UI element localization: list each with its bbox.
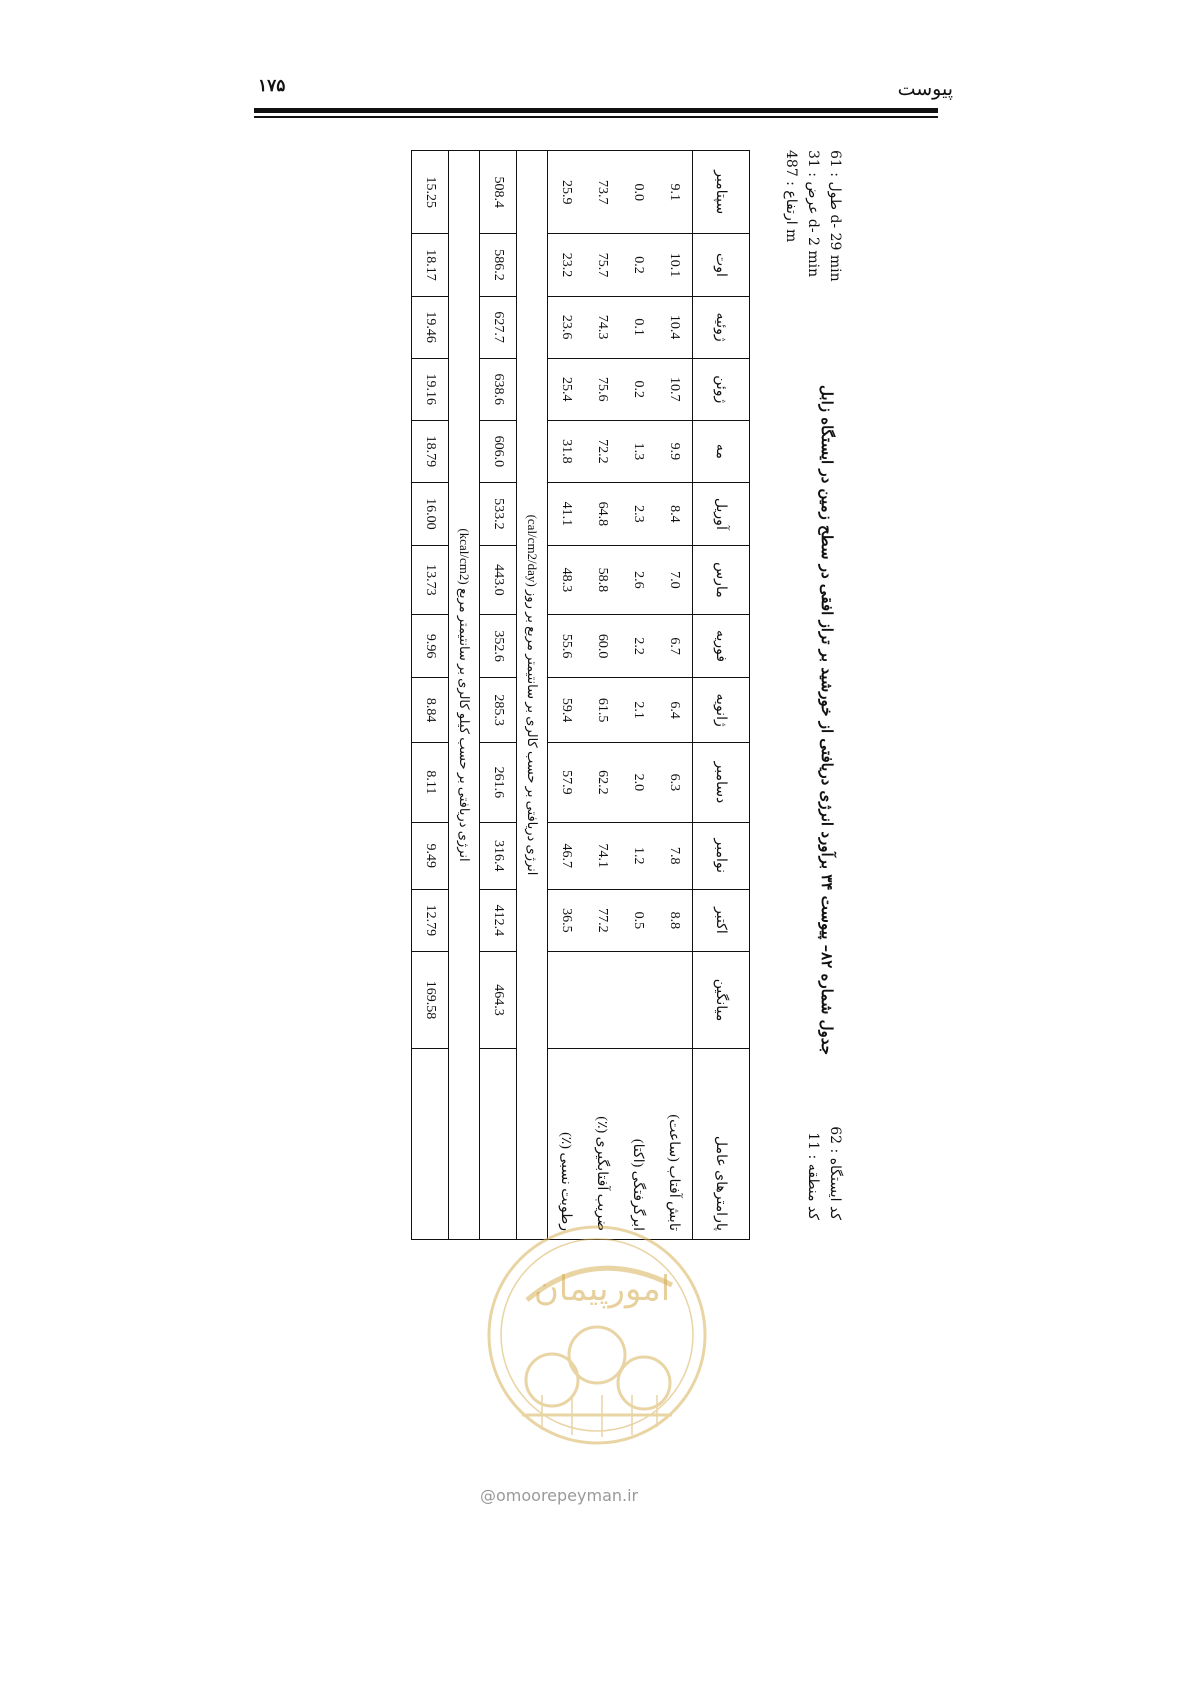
- cell: 7.0: [656, 545, 693, 614]
- header-month: نوامبر: [693, 822, 750, 889]
- longitude: طول : 61 d- 29 min: [827, 150, 843, 282]
- watermark-site: @omoorepeyman.ir: [480, 1486, 639, 1505]
- row-average: [620, 952, 656, 1049]
- cell: 19.46: [412, 296, 449, 358]
- cell: 261.6: [480, 743, 517, 823]
- cell: 316.4: [480, 822, 517, 889]
- header-month: فوریه: [693, 614, 750, 677]
- header-month: آوریل: [693, 482, 750, 545]
- cell: 2.0: [620, 743, 656, 823]
- latitude: عرض : 31 d- 2 min: [805, 150, 821, 278]
- cell: 0.1: [620, 296, 656, 358]
- cell: 8.11: [412, 743, 449, 823]
- cell: 15.25: [412, 151, 449, 234]
- row-label: ابرگرفتگی (اکتا): [620, 1049, 656, 1240]
- cell: 6.4: [656, 678, 693, 743]
- table-row: [584, 151, 620, 1240]
- header-month: ژانویه: [693, 678, 750, 743]
- header-average: میانگین: [693, 952, 750, 1049]
- energy-cal-caption: انرژی دریافتی بر حسب کالری بر سانتیمتر مربع بر روز (cal/cm2/day): [517, 151, 548, 1240]
- cell: 412.4: [480, 889, 517, 951]
- cell: 6.3: [656, 743, 693, 823]
- cell: 10.1: [656, 234, 693, 296]
- cell: 0.2: [620, 358, 656, 420]
- header-month: اکتبر: [693, 889, 750, 951]
- cell: 0.2: [620, 234, 656, 296]
- cell: 62.2: [584, 743, 620, 823]
- header-rule: [254, 108, 938, 113]
- cell: 57.9: [548, 743, 585, 823]
- row-label: [412, 1049, 449, 1240]
- cell: 55.6: [548, 614, 585, 677]
- cell: 7.8: [656, 822, 693, 889]
- cell: 41.1: [548, 482, 585, 545]
- cell: 13.73: [412, 545, 449, 614]
- cell: 16.00: [412, 482, 449, 545]
- cell: 2.3: [620, 482, 656, 545]
- station-code: کد ایستگاه : 62: [827, 1126, 843, 1220]
- cell: 64.8: [584, 482, 620, 545]
- cell: 443.0: [480, 545, 517, 614]
- energy-cal-average: 464.3: [480, 952, 517, 1049]
- cell: 352.6: [480, 614, 517, 677]
- row-label: تابش آفتاب (ساعت): [656, 1049, 693, 1240]
- table-header-row: [693, 151, 750, 1240]
- cell: 48.3: [548, 545, 585, 614]
- cell: 8.4: [656, 482, 693, 545]
- cell: 508.4: [480, 151, 517, 234]
- cell: 9.1: [656, 151, 693, 234]
- cell: 606.0: [480, 420, 517, 482]
- header-month: مارس: [693, 545, 750, 614]
- header-month: مه: [693, 420, 750, 482]
- cell: 75.7: [584, 234, 620, 296]
- table-row: [548, 151, 585, 1240]
- cell: 2.1: [620, 678, 656, 743]
- cell: 73.7: [584, 151, 620, 234]
- row-average: [584, 952, 620, 1049]
- cell: 77.2: [584, 889, 620, 951]
- cell: 627.7: [480, 296, 517, 358]
- cell: 23.6: [548, 296, 585, 358]
- row-label: رطوبت نسبی (٪): [548, 1049, 585, 1240]
- cell: 18.79: [412, 420, 449, 482]
- station-codes: [802, 1126, 846, 1220]
- cell: 10.7: [656, 358, 693, 420]
- header-rule-thin: [254, 116, 938, 118]
- table-title: جدول شماره ۸۲– پیوست ۳۴ برآورد انرژی دریافتی از خورشید بر تراز افقی در سطح زمین در ایستگاه زابل: [818, 385, 836, 1055]
- energy-kcal-caption: انرژی دریافتی بر حسب کیلو کالری بر سانتیمتر مربع (kcal/cm2): [449, 151, 480, 1240]
- header-month: دسامبر: [693, 743, 750, 823]
- cell: 0.0: [620, 151, 656, 234]
- region-code: کد منطقه : 11: [805, 1132, 821, 1220]
- cell: 19.16: [412, 358, 449, 420]
- header-param: پارامترهای عامل: [693, 1049, 750, 1240]
- row-average: [548, 952, 585, 1049]
- cell: 0.5: [620, 889, 656, 951]
- cell: 8.8: [656, 889, 693, 951]
- energy-kcal-average: 169.58: [412, 952, 449, 1049]
- cell: 1.3: [620, 420, 656, 482]
- cell: 638.6: [480, 358, 517, 420]
- cell: 10.4: [656, 296, 693, 358]
- rotated-table-block: [330, 150, 850, 1260]
- cell: 60.0: [584, 614, 620, 677]
- watermark-logo-icon: [482, 1205, 712, 1465]
- cell: 72.2: [584, 420, 620, 482]
- cell: 25.4: [548, 358, 585, 420]
- table-row: [656, 151, 693, 1240]
- cell: 31.8: [548, 420, 585, 482]
- energy-cal-caption-row: [517, 151, 548, 1240]
- cell: 36.5: [548, 889, 585, 951]
- row-label: ضریب آفتابگیری (٪): [584, 1049, 620, 1240]
- station-coordinates: [780, 150, 846, 282]
- cell: 75.6: [584, 358, 620, 420]
- cell: 25.9: [548, 151, 585, 234]
- cell: 18.17: [412, 234, 449, 296]
- cell: 2.2: [620, 614, 656, 677]
- cell: 74.3: [584, 296, 620, 358]
- header-month: اوت: [693, 234, 750, 296]
- cell: 285.3: [480, 678, 517, 743]
- cell: 23.2: [548, 234, 585, 296]
- altitude: ارتفاع : 487 m: [783, 150, 799, 243]
- cell: 59.4: [548, 678, 585, 743]
- energy-kcal-row: [412, 151, 449, 1240]
- energy-kcal-caption-row: [449, 151, 480, 1240]
- cell: 58.8: [584, 545, 620, 614]
- cell: 533.2: [480, 482, 517, 545]
- cell: 9.49: [412, 822, 449, 889]
- row-average: [656, 952, 693, 1049]
- cell: 46.7: [548, 822, 585, 889]
- page-number: ۱۷۵: [258, 76, 286, 96]
- cell: 6.7: [656, 614, 693, 677]
- running-header: پیوست: [897, 78, 953, 100]
- cell: 12.79: [412, 889, 449, 951]
- watermark-logo-text: امورپیمان: [533, 1269, 671, 1309]
- cell: 9.96: [412, 614, 449, 677]
- cell: 8.84: [412, 678, 449, 743]
- energy-cal-row: [480, 151, 517, 1240]
- header-month: ژوئن: [693, 358, 750, 420]
- cell: 61.5: [584, 678, 620, 743]
- header-month: سپتامبر: [693, 151, 750, 234]
- cell: 2.6: [620, 545, 656, 614]
- table-row: [620, 151, 656, 1240]
- cell: 1.2: [620, 822, 656, 889]
- solar-energy-table: [411, 150, 750, 1240]
- cell: 9.9: [656, 420, 693, 482]
- cell: 74.1: [584, 822, 620, 889]
- cell: 586.2: [480, 234, 517, 296]
- header-month: ژوئیه: [693, 296, 750, 358]
